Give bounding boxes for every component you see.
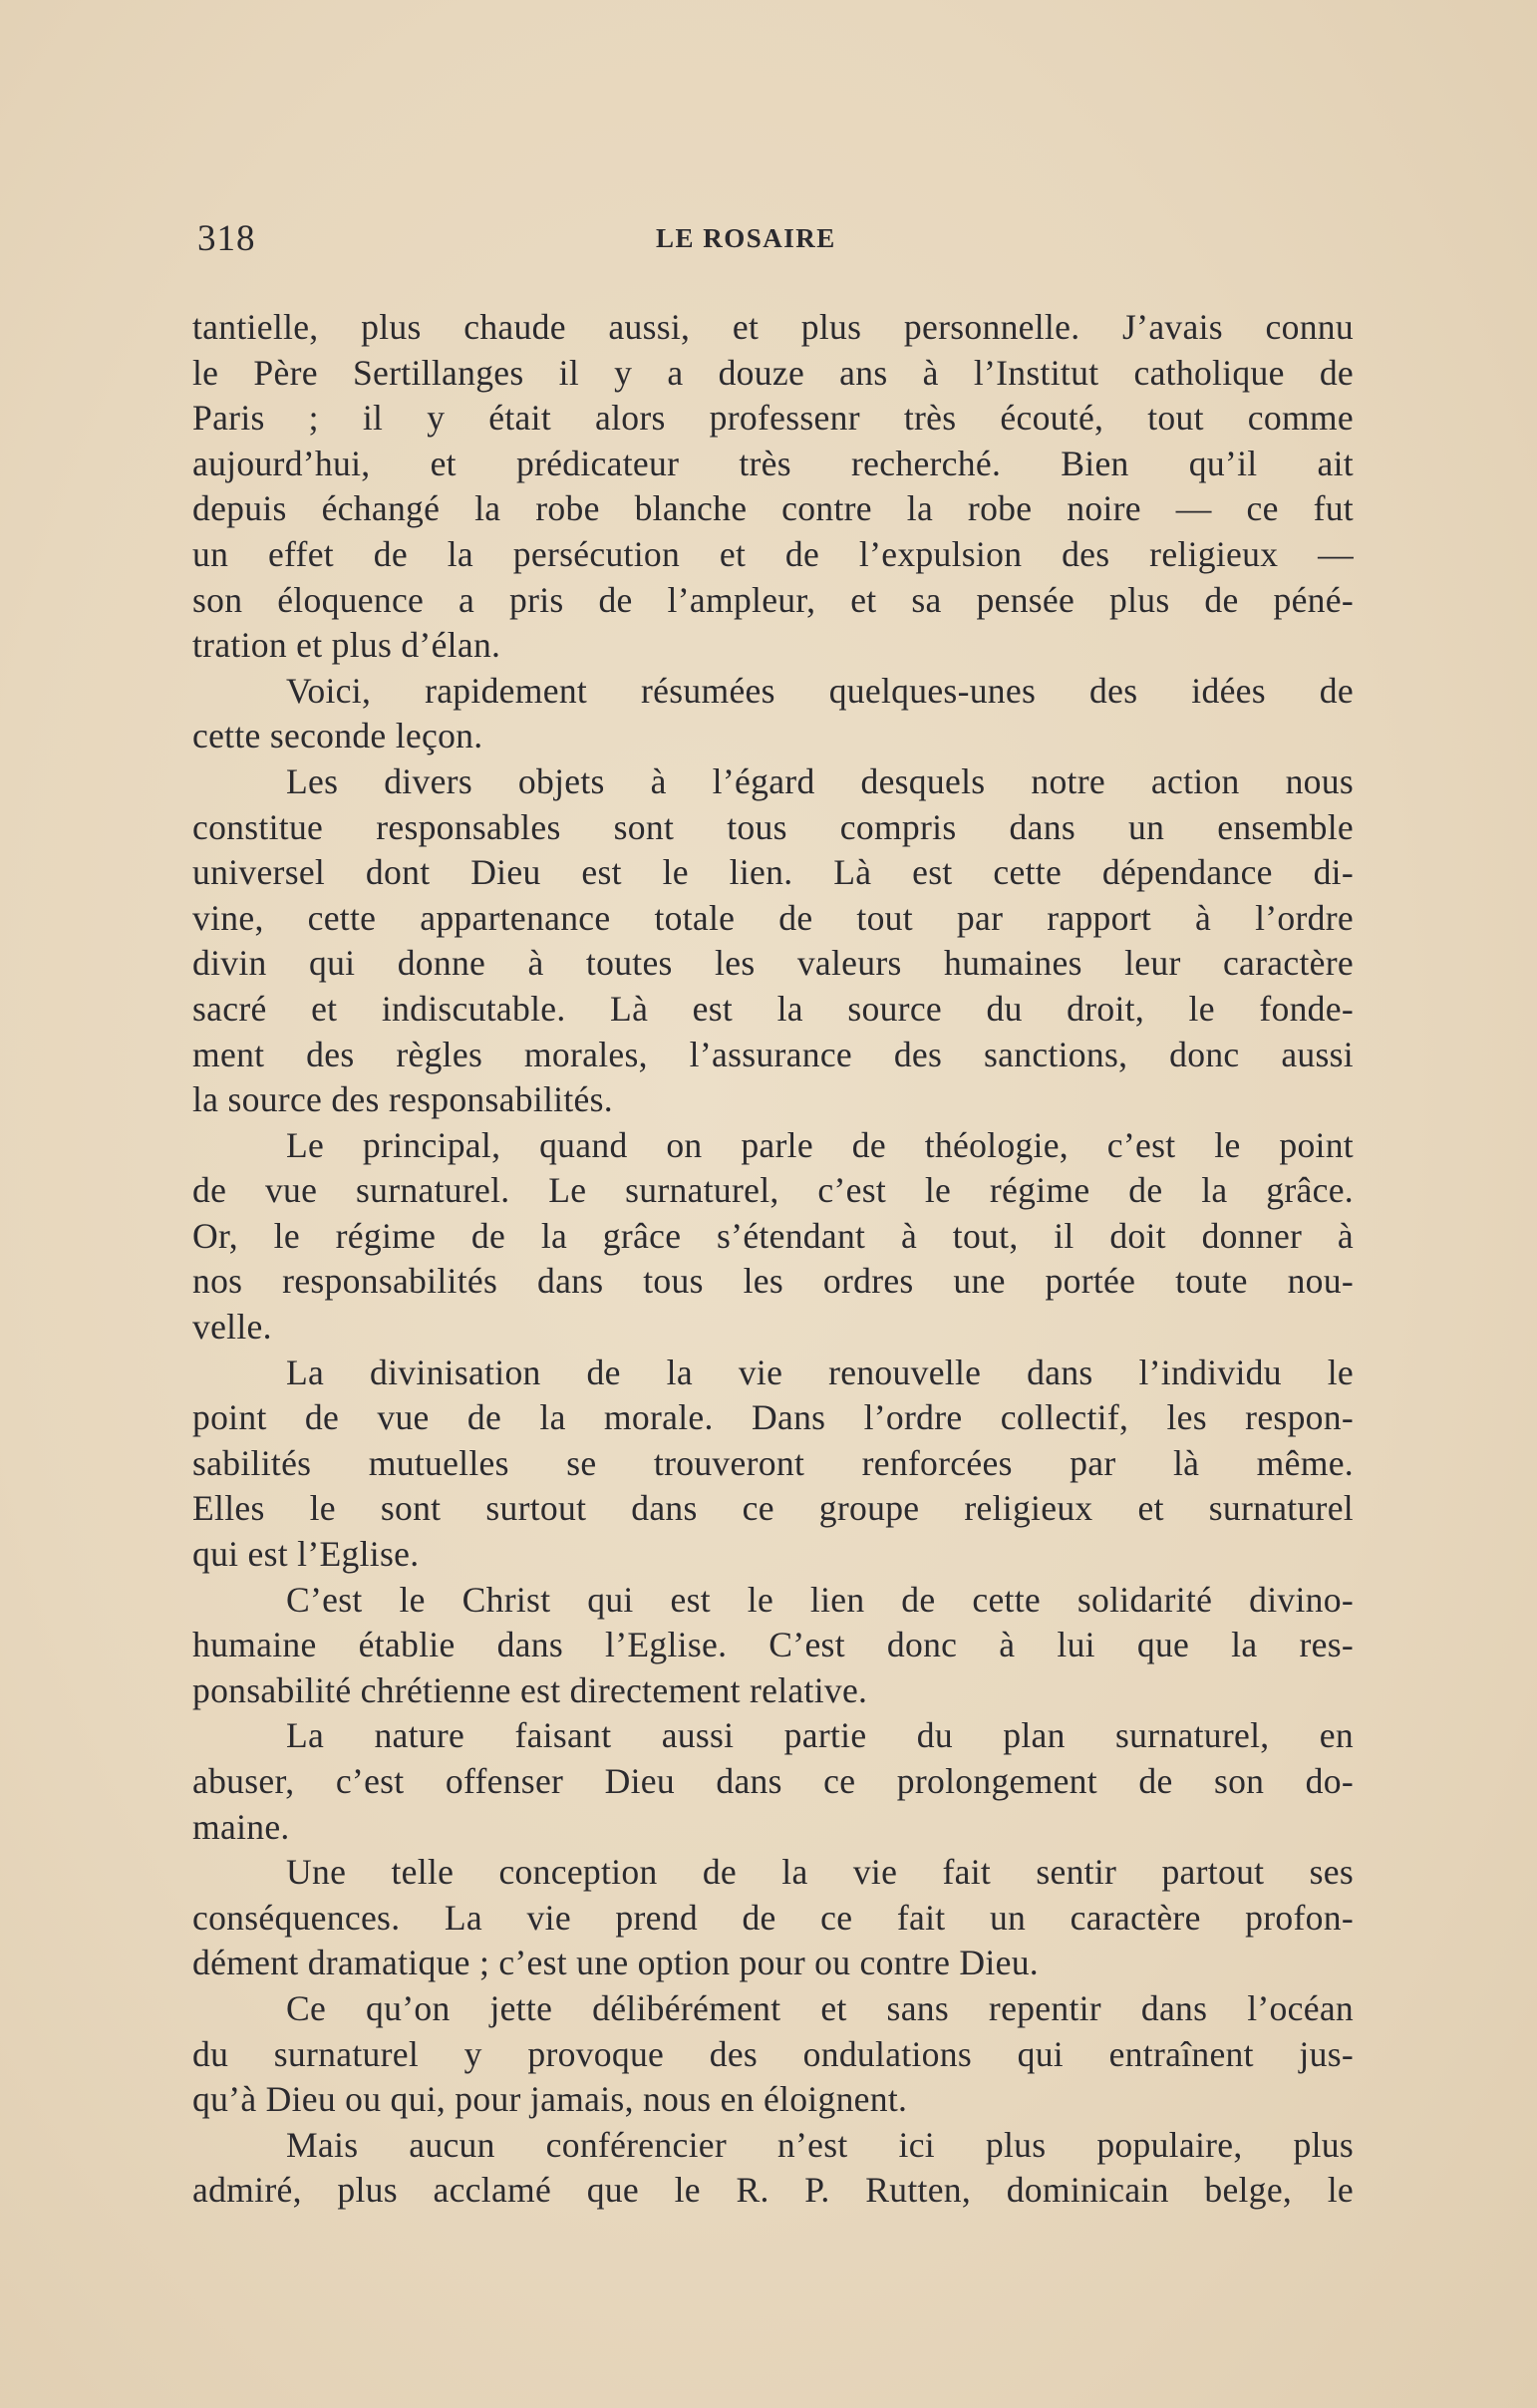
text-line: Les divers objets à l’égard desquels notre action nous [286,760,1354,801]
text-line: qu’à Dieu ou qui, pour jamais, nous en éloignent. [192,2079,908,2120]
text-line: maine. [192,1806,290,1847]
text-line: conséquences. La vie prend de ce fait un caractère profon- [192,1897,1354,1938]
text-line: tantielle, plus chaude aussi, et plus personnelle. J’avais connu [192,307,1354,347]
text-line: qui est l’Eglise. [192,1534,420,1575]
text-line: aujourd’hui, et prédicateur très recherché. Bien qu’il ait [192,443,1354,483]
text-line: du surnaturel y provoque des ondulations qui entraînent jus- [192,2033,1354,2074]
running-title: LE ROSAIRE [656,223,836,253]
text-line: Ce qu’on jette délibérément et sans repentir dans l’océan [286,1987,1354,2028]
text-line: la source des responsabilités. [192,1079,613,1120]
text-line: admiré, plus acclamé que le R. P. Rutten, dominicain belge, le [192,2170,1354,2211]
text-line: Voici, rapidement résumées quelques-unes des idées de [286,670,1354,711]
text-line: humaine établie dans l’Eglise. C’est donc à lui que la res- [192,1625,1354,1665]
text-line: divin qui donne à toutes les valeurs humaines leur caractère [192,943,1354,984]
text-line: un effet de la persécution et de l’expulsion des religieux — [192,533,1354,574]
page-number: 318 [197,218,256,259]
text-line: ponsabilité chrétienne est directement relative. [192,1669,868,1710]
text-line: nos responsabilités dans tous les ordres une portée toute nou- [192,1261,1354,1302]
text-line: Elles le sont surtout dans ce groupe religieux et surnaturel [192,1488,1354,1529]
text-line: abuser, c’est offenser Dieu dans ce prolongement de son do- [192,1761,1354,1801]
text-line: tration et plus d’élan. [192,625,501,666]
text-line: point de vue de la morale. Dans l’ordre collectif, les respon- [192,1397,1354,1438]
text-line: constitue responsables sont tous compris dans un ensemble [192,806,1354,847]
text-line: C’est le Christ qui est le lien de cette solidarité divino- [286,1579,1354,1620]
text-line: velle. [192,1307,272,1348]
running-head [197,217,1354,267]
text-line: La nature faisant aussi partie du plan surnaturel, en [286,1715,1354,1756]
body-text [192,305,1354,2214]
text-line: universel dont Dieu est le lien. Là est cette dépendance di- [192,852,1354,893]
text-line: Or, le régime de la grâce s’étendant à tout, il doit donner à [192,1215,1354,1256]
text-line: sabilités mutuelles se trouveront renforcées par là même. [192,1442,1354,1483]
text-line: de vue surnaturel. Le surnaturel, c’est le régime de la grâce. [192,1170,1354,1211]
text-line: Paris ; il y était alors professenr très écouté, tout comme [192,398,1354,439]
text-line: vine, cette appartenance totale de tout par rapport à l’ordre [192,897,1354,938]
text-line: Une telle conception de la vie fait sentir partout ses [286,1852,1354,1893]
text-line: La divinisation de la vie renouvelle dans l’individu le [286,1352,1354,1392]
text-line: son éloquence a pris de l’ampleur, et sa pensée plus de péné- [192,579,1354,620]
text-line: depuis échangé la robe blanche contre la robe noire — ce fut [192,488,1354,529]
text-line: ment des règles morales, l’assurance des sanctions, donc aussi [192,1034,1354,1074]
text-line: sacré et indiscutable. Là est la source du droit, le fonde- [192,988,1354,1029]
text-line: Le principal, quand on parle de théologie, c’est le point [286,1124,1354,1165]
text-line: le Père Sertillanges il y a douze ans à l’Institut catholique de [192,352,1354,393]
text-line: dément dramatique ; c’est une option pour ou contre Dieu. [192,1943,1039,1983]
text-line: cette seconde leçon. [192,716,483,756]
text-line: Mais aucun conférencier n’est ici plus populaire, plus [286,2124,1354,2165]
